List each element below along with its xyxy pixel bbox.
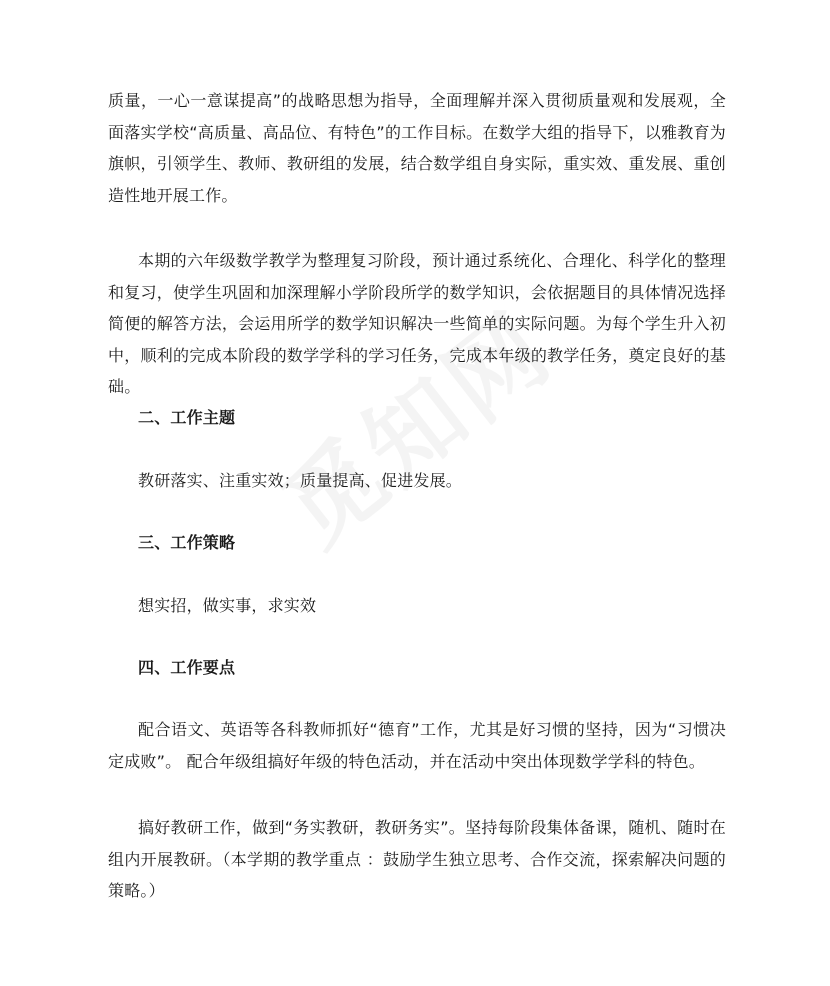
paragraph-guiding-thought: 质量，一心一意谋提高”的战略思想为指导，全面理解并深入贯彻质量观和发展观，全面落实学校“高质量、高品位、有特色”的工作目标。在数学大组的指导下，以雅教育为旗帜，引领学生、教师、教研组的发展，结合数学组自身实际，重实效、重发展、重创造性地开展工作。	[108, 91, 726, 205]
work-strategy-text: 想实招，做实事，求实效	[138, 596, 317, 615]
work-point-teaching-research: 搞好教研工作，做到“务实教研，教研务实”。坚持每阶段集体备课，随机、随时在组内开展教研。（本学期的教学重点 ：鼓励学生独立思考、合作交流，探索解决问题的策略。）	[108, 818, 726, 900]
heading-work-theme: 二、工作主题	[138, 408, 236, 427]
heading-work-strategy: 三、工作策略	[138, 533, 236, 552]
heading-work-points: 四、工作要点	[138, 658, 236, 677]
work-theme-text: 教研落实、注重实效；质量提高、促进发展。	[138, 471, 463, 490]
work-point-moral-education: 配合语文、英语等各科教师抓好“德育”工作，尤其是好习惯的坚持，因为“习惯决定成败”。 配合年级组搞好年级的特色活动，并在活动中突出体现数学学科的特色。	[108, 720, 726, 771]
paragraph-review-plan: 本期的六年级数学教学为整理复习阶段，预计通过系统化、合理化、科学化的整理和复习，使学生巩固和加深理解小学阶段所学的数学知识，会依据题目的具体情况选择简便的解答方法，会运用所学的数学知识解决一些简单的实际问题。为每个学生升入初中，顺利的完成本阶段的数学学科的学习任务，完成本年级的教学任务，奠定良好的基础。	[108, 251, 726, 396]
